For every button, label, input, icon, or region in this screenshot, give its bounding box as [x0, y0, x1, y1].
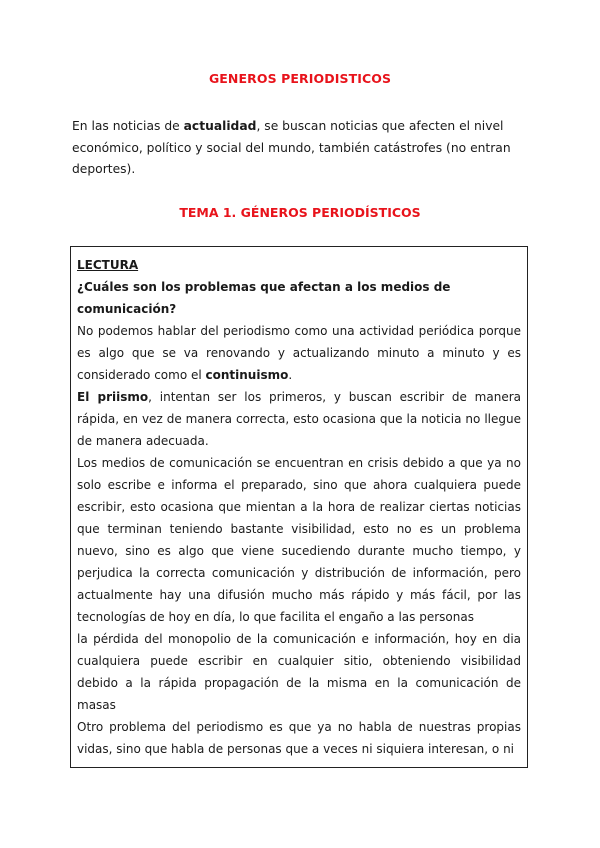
reading-label: LECTURA — [77, 258, 139, 272]
document-title: GENEROS PERIODISTICOS — [208, 71, 392, 86]
reading-box — [70, 246, 528, 768]
reading-paragraph-3: Los medios de comunicación se encuentran en crisis debido a que ya no solo escribe e informa el preparado, sino que ahora cualquiera puede escribir, esto ocasiona que mientan a la hora de realizar ciertas noticias que terminan teniendo bastante visibilidad, esto no es un problema nuevo, sino es algo que viene sucediendo durante mucho tiempo, y perjudica la correcta comunicación y distribución de información, pero actualmente hay una difusión mucho más rápido y más fácil, por las tecnologías de hoy en día, lo que facilita el engaño a las personas — [77, 456, 521, 624]
paragraph-2-text: , intentan ser los primeros, y buscan escribir de manera rápida, en vez de manera correcta, esto ocasiona que la noticia no llegue de manera adecuada. — [77, 390, 521, 448]
intro-paragraph — [72, 116, 528, 181]
reading-paragraph-4: la pérdida del monopolio de la comunicación e información, hoy en dia cualquiera puede escribir en cualquier sitio, obteniendo visibilidad debido a la rápida propagación de la misma en la comunicación de masas — [77, 632, 521, 712]
paragraph-1-text: No podemos hablar del periodismo como una actividad periódica porque es algo que se va renovando y actualizando minuto a minuto y es considerado como el — [77, 324, 521, 382]
reading-paragraph-2 — [77, 386, 521, 452]
section-title: TEMA 1. GÉNEROS PERIODÍSTICOS — [179, 205, 421, 220]
reading-question: ¿Cuáles son los problemas que afectan a los medios de comunicación? — [77, 280, 451, 316]
intro-bold-term: actualidad — [183, 119, 257, 133]
reading-paragraph-5: Otro problema del periodismo es que ya no habla de nuestras propias vidas, sino que habla de personas que a veces ni siquiera interesan, o ni — [77, 720, 521, 756]
paragraph-2-bold-term: El priismo — [77, 390, 149, 404]
intro-prefix: En las noticias de — [72, 119, 184, 133]
paragraph-1-end: . — [288, 368, 293, 382]
intro-suffix: , se buscan noticias que afecten el nivel económico, político y social del mundo, también catástrofes (no entran deportes). — [72, 119, 511, 177]
reading-paragraph-1 — [77, 320, 521, 386]
paragraph-1-bold-term: continuismo — [205, 368, 289, 382]
